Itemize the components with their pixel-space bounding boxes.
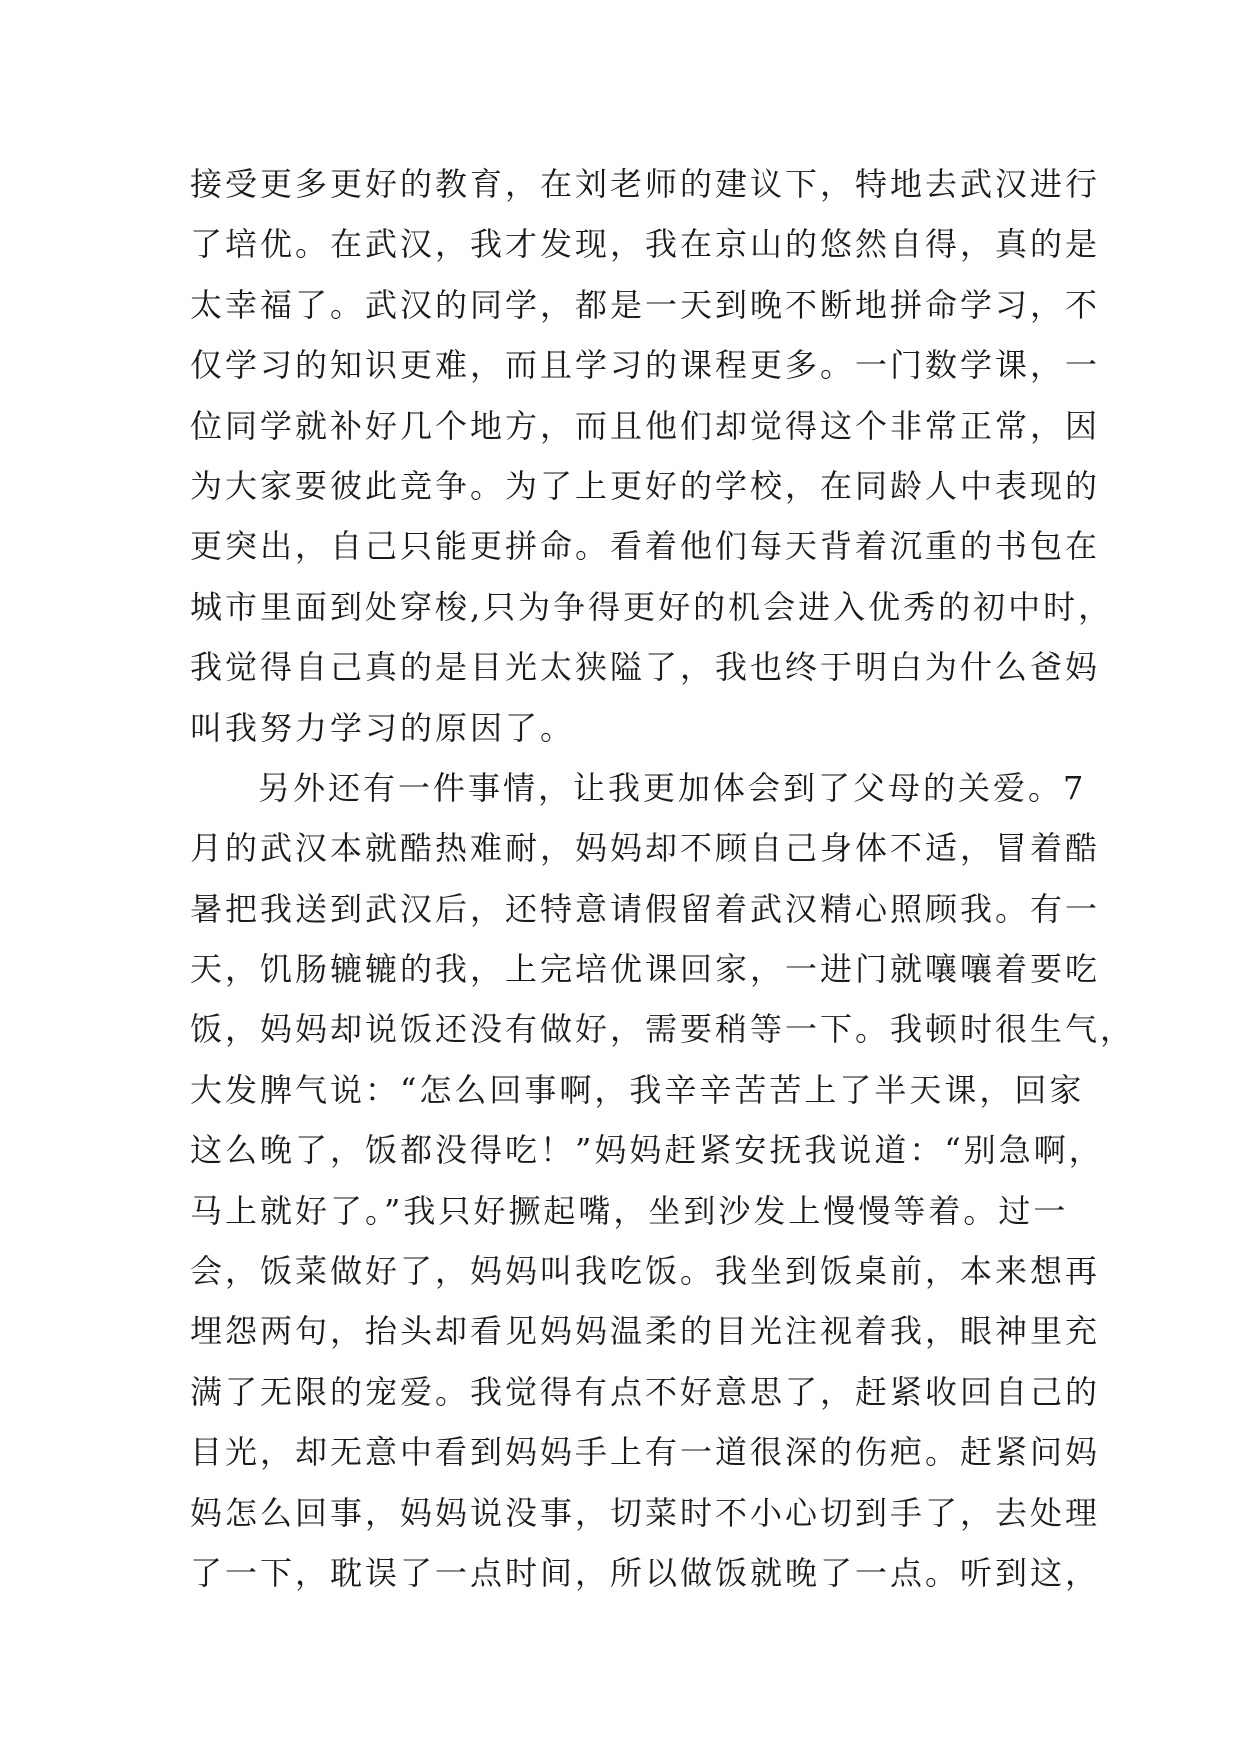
text-line: 为大家要彼此竞争。为了上更好的学校，在同龄人中表现的 xyxy=(190,466,1101,505)
text-line: 暑把我送到武汉后，还特意请假留着武汉精心照顾我。有一 xyxy=(190,889,1101,928)
text-line: 饭，妈妈却说饭还没有做好，需要稍等一下。我顿时很生气， xyxy=(190,1010,1136,1049)
text-line: 大发脾气说：“怎么回事啊，我辛辛苦苦上了半天课，回家 xyxy=(190,1070,1085,1109)
text-line: 妈怎么回事，妈妈说没事，切菜时不小心切到手了，去处理 xyxy=(190,1493,1101,1532)
text-line: 天，饥肠辘辘的我，上完培优课回家，一进门就嚷嚷着要吃 xyxy=(190,950,1101,989)
body-text xyxy=(190,154,1136,1603)
paragraph-start-line: 另外还有一件事情，让我更加体会到了父母的关爱。7 xyxy=(258,768,1087,807)
text-line: 月的武汉本就酷热难耐，妈妈却不顾自己身体不适，冒着酷 xyxy=(190,829,1101,868)
text-line: 太幸福了。武汉的同学，都是一天到晚不断地拼命学习，不 xyxy=(190,285,1101,324)
text-line: 目光，却无意中看到妈妈手上有一道很深的伤疤。赶紧问妈 xyxy=(190,1433,1101,1472)
text-line: 城市里面到处穿梭,只为争得更好的机会进入优秀的初中时， xyxy=(190,587,1114,626)
text-line: 位同学就补好几个地方，而且他们却觉得这个非常正常，因 xyxy=(190,406,1101,445)
text-line: 会，饭菜做好了，妈妈叫我吃饭。我坐到饭桌前，本来想再 xyxy=(190,1252,1101,1291)
text-line: 叫我努力学习的原因了。 xyxy=(190,708,576,747)
text-line: 满了无限的宠爱。我觉得有点不好意思了，赶紧收回自己的 xyxy=(190,1372,1101,1411)
text-line: 这么晚了，饭都没得吃！”妈妈赶紧安抚我说道：“别急啊， xyxy=(190,1131,1104,1170)
text-line: 埋怨两句，抬头却看见妈妈温柔的目光注视着我，眼神里充 xyxy=(190,1312,1101,1351)
text-line: 了一下，耽误了一点时间，所以做饭就晚了一点。听到这， xyxy=(190,1553,1101,1592)
text-line: 马上就好了。”我只好撅起嘴，坐到沙发上慢慢等着。过一 xyxy=(190,1191,1069,1230)
text-line: 仅学习的知识更难，而且学习的课程更多。一门数学课，一 xyxy=(190,346,1101,385)
text-line: 接受更多更好的教育，在刘老师的建议下，特地去武汉进行 xyxy=(190,165,1101,203)
text-line: 我觉得自己真的是目光太狭隘了，我也终于明白为什么爸妈 xyxy=(190,648,1101,687)
text-line: 了培优。在武汉，我才发现，我在京山的悠然自得，真的是 xyxy=(190,225,1101,264)
text-line: 更突出，自己只能更拼命。看着他们每天背着沉重的书包在 xyxy=(190,527,1101,566)
